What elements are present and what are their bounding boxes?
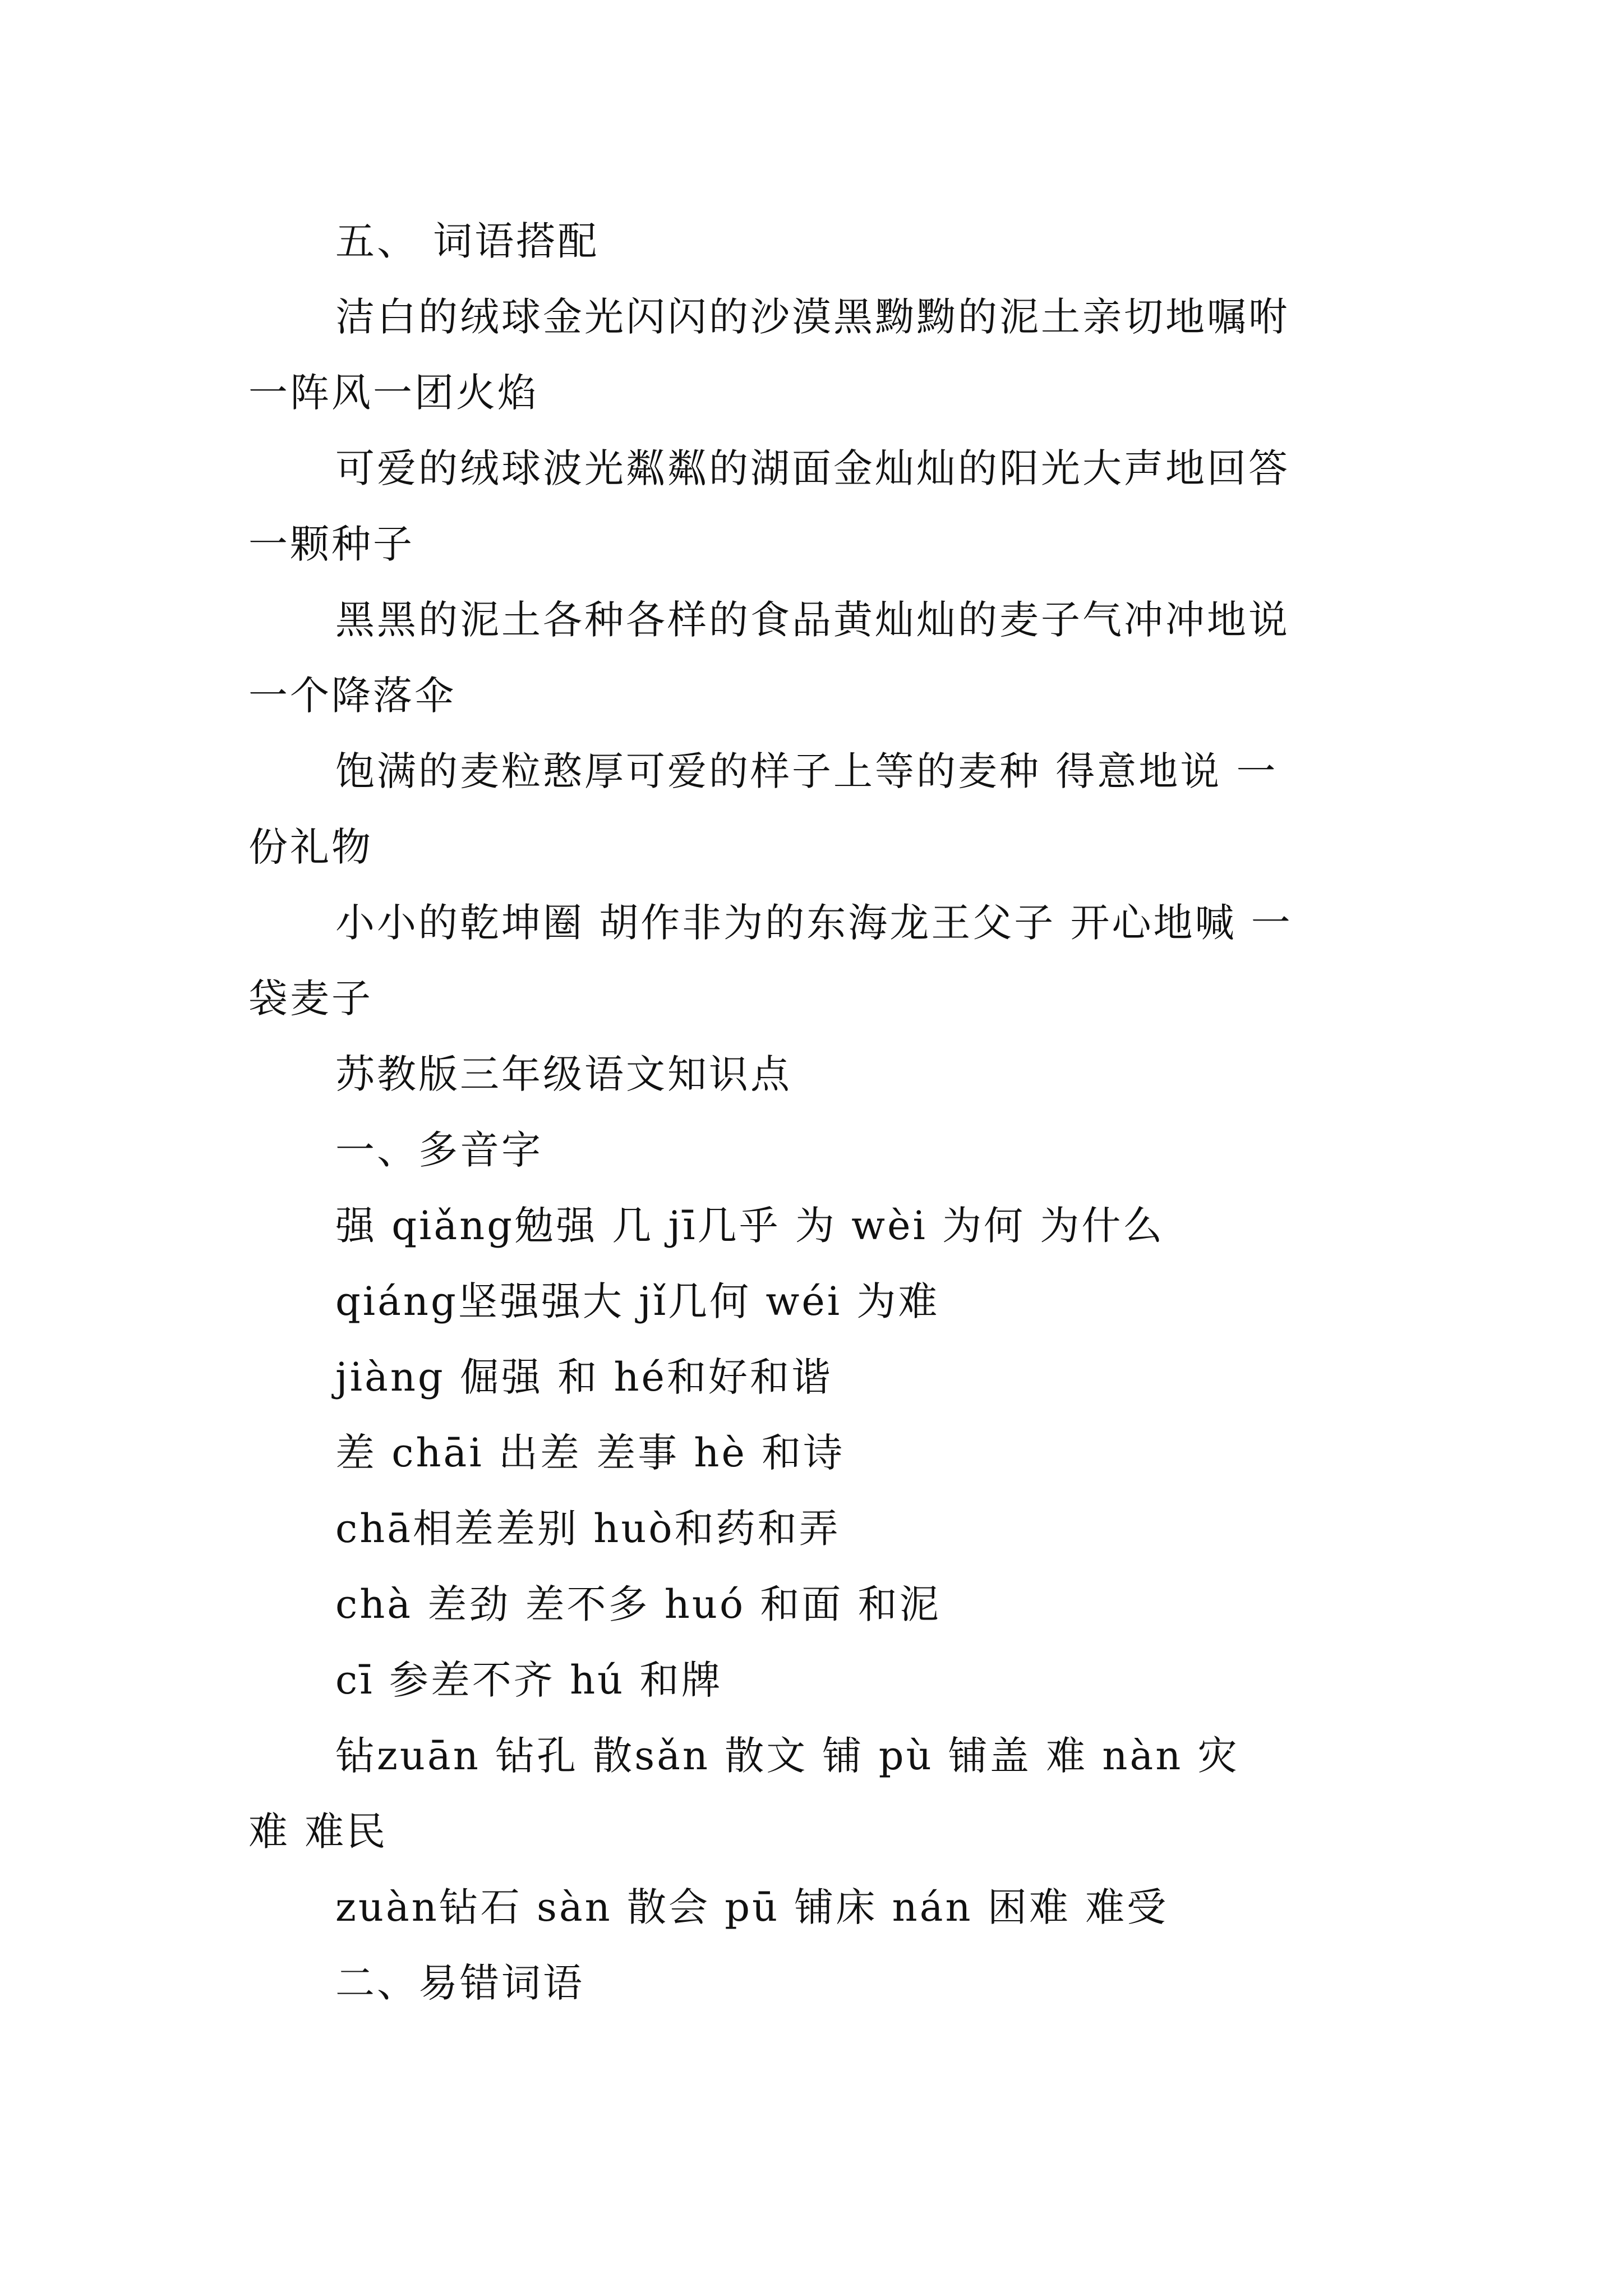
text-line: 钻zuān 钻孔 散sǎn 散文 铺 pù 铺盖 难 nàn 灾	[335, 1733, 1239, 1779]
text-line: 洁白的绒球金光闪闪的沙漠黑黝黝的泥土亲切地嘱咐	[335, 294, 1290, 340]
text-line: 一阵风一团火焰	[248, 370, 539, 416]
text-line: 强 qiǎng勉强 几 jī几乎 为 wèi 为何 为什么	[335, 1203, 1165, 1249]
document-subtitle: 苏教版三年级语文知识点	[335, 1051, 792, 1097]
text-line: 一颗种子	[248, 521, 414, 567]
text-line: 小小的乾坤圈 胡作非为的东海龙王父子 开心地喊 一	[335, 900, 1293, 946]
text-line: 袋麦子	[248, 976, 373, 1022]
section-heading-error-prone-words: 二、易错词语	[335, 1960, 584, 2006]
text-line: qiáng坚强强大 jǐ几何 wéi 为难	[335, 1278, 940, 1324]
text-line: 可爱的绒球波光粼粼的湖面金灿灿的阳光大声地回答	[335, 445, 1290, 491]
text-line: 一个降落伞	[248, 673, 456, 719]
section-heading-word-collocation: 五、 词语搭配	[335, 218, 600, 264]
text-line: zuàn钻石 sàn 散会 pū 铺床 nán 困难 难受	[335, 1884, 1169, 1930]
text-line: cī 参差不齐 hú 和牌	[335, 1657, 723, 1703]
text-line: chā相差差别 huò和药和弄	[335, 1506, 841, 1552]
text-line: 饱满的麦粒憨厚可爱的样子上等的麦种 得意地说 一	[335, 748, 1278, 794]
text-line: 难 难民	[248, 1809, 388, 1855]
text-line: 黑黑的泥土各种各样的食品黄灿灿的麦子气冲冲地说	[335, 597, 1290, 643]
text-line: 份礼物	[248, 824, 373, 870]
text-line: jiàng 倔强 和 hé和好和谐	[335, 1354, 833, 1400]
text-line: 差 chāi 出差 差事 hè 和诗	[335, 1430, 845, 1476]
section-heading-polyphones: 一、多音字	[335, 1127, 543, 1173]
text-line: chà 差劲 差不多 huó 和面 和泥	[335, 1581, 941, 1627]
